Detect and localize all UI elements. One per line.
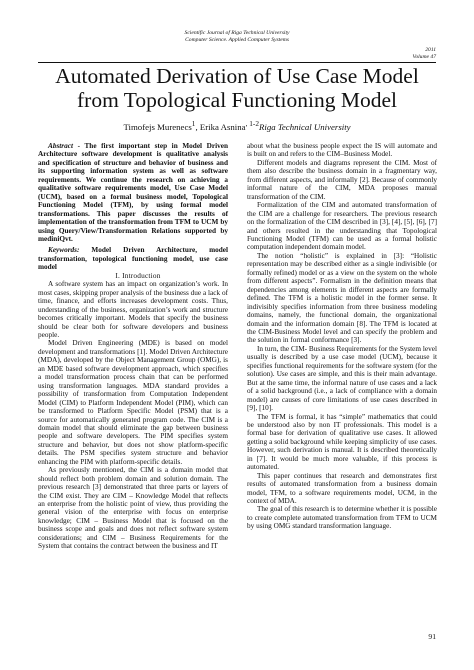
paragraph: In turn, the CIM- Business Requirements for the System level usually is described by a use case model (UCM), because it specifies functional requirements for the software system (for the solution). Use cases are simple, and this is their main advantage. But at the same time, the informal nature of use cases and a lack of a solid background (i.e., a lack of compliance with a domain model) are causes of core limitations of use cases described in [9], [10]. [247,344,437,413]
journal-name: Scientific Journal of Riga Technical University [184,30,290,36]
paragraph: This paper continues that research and demonstrates first results of automated transformation from a business domain model, TFM, to a software requirements model, UCM, in the context of MDA. [247,471,437,506]
author-1-sup: 1 [191,119,196,128]
abstract [38,142,228,243]
paragraph: Different models and diagrams represent the CIM. Most of them also describe the business domain in a fragmentary way, from different aspects, and informally [2]. Because of commonly informal nature of the CIM, MDA proposes manual transformation of the CIM. [247,158,437,201]
journal-volume-info [413,47,436,61]
journal-header [0,30,474,44]
page-number: 91 [428,632,436,641]
journal-subtitle: Computer Science. Applied Computer Systems [185,37,289,43]
paragraph: Model Driven Engineering (MDE) is based on model development and transformations [1]. Model Driven Architecture (MDA), developed by the Object Management Group (OMG), is an MDE based software development approach, which specifies a model transformation process chain that can be performed using transformation languages. MDA standard provides a possibility of transformation from Computation Independent Model (CIM) to Platform Independent Model (PIM), which can be transformed to Platform Specific Model (PSM) that is a source for automatically generated program code. The CIM is a domain model that should eliminate the gap between business people and software developers. The PIM specifies system structure and behavior, but does not show platform-specific details. The PSM specifies system structure and behavior enhancing the PIM with platform-specific details. [38,339,228,466]
paragraph: As previously mentioned, the CIM is a domain model that should reflect both problem domain and solution domain. The previous research [3] demonstrated that three parts or layers of the CIM exist. They are CIM – Knowledge Model that reflects an enterprise from the holistic point of view, thus providing the general vision of the enterprise with focus on enterprise knowledge; CIM – Business Model that is focused on the business scope and goals and does not reflect software system considerations; and CIM – Business Requirements for the System that contains the contract between the business and IT [38,466,228,551]
paragraph: The TFM is formal, it has “simple” mathematics that could be understood also by non IT professionals. This model is a formal base for derivation of qualitative use cases. It allowed getting a solid background while keeping simplicity of use cases. However, such derivation is manual. It is described theoretically in [7]. It would be much more valuable, if this process is automated. [247,412,437,472]
paragraph: Formalization of the CIM and automated transformation of the CIM are a challenge for researchers. The previous research on the formalization of the CIM described in [3], [4], [5], [6], [7] and others resulted in the understanding that Topological Functioning Model (TFM) can be used as a formal holistic computation independent domain model. [247,201,437,252]
affiliation: Riga Technical University [259,121,351,132]
keywords-text: Model Driven Architecture, model transformation, topological functioning model, use case model [38,246,228,272]
abstract-label: Abstract [48,142,73,150]
right-column [247,142,437,531]
keywords [38,246,228,271]
author-1: Timofejs Murenecs [123,121,192,132]
author-2: , Erika Asnina [195,121,246,132]
section-heading-introduction: I. Introduction [115,270,161,280]
paragraph: A software system has an impact on organization’s work. In most cases, skipping proper analysis of the business due a lack of time, finance, and efforts increases development costs. Thus, understanding of the business, organization’s work and structure becomes critically important. Models that specify the business should be clear both for software developers and business people. [38,280,228,339]
paragraph: about what the business people expect the IS will automate and is built on and refers to the CIM–Business Model. [247,142,437,159]
paper-title: Automated Derivation of Use Case Model from Topological Functioning Model [55,64,419,112]
journal-volume: Volume 47 [412,54,436,60]
journal-year: 2011 [425,47,436,53]
left-column [38,142,228,551]
paragraph: The goal of this research is to determine whether it is possible to create complete automated transformation from TFM to UCM by using OMG standard transformation language. [247,505,437,531]
author-2-sup: , 1-2 [245,119,259,128]
abstract-text: - The first important step in Model Driven Architecture software development is qualitative analysis and specification of structure and behavior of business and its supporting information system as well as software requirements. We continue the research on achieving a qualitative software requirements model, Use Case Model (UCM), based on a formal business model, Topological Functioning Model (TFM), by using formal model transformations. This paper discusses the results of implementation of the transformation from TFM to UCM by using Query/View/Transformation Relations supported by mediniQvt. [38,142,228,243]
header-rule [38,62,436,63]
paragraph: The notion “holistic” is explained in [3]: “Holistic representation may be described either as a single indivisible (or formally refined) model or as a view on the system on the whole from different aspects”. Formalism in the definition means that dependencies among elements in different aspects are formally defined. The TFM is a holistic model in the former sense. It indivisibly specifies information from three business modeling domains, namely, the functional domain, the organizational domain and the information domain [8]. The TFM is located at the CIM-Business Model level and can specify the problem and the solution in formal conformance [3]. [247,251,437,345]
keywords-label: Keywords: [48,246,80,255]
author-line [38,118,436,133]
